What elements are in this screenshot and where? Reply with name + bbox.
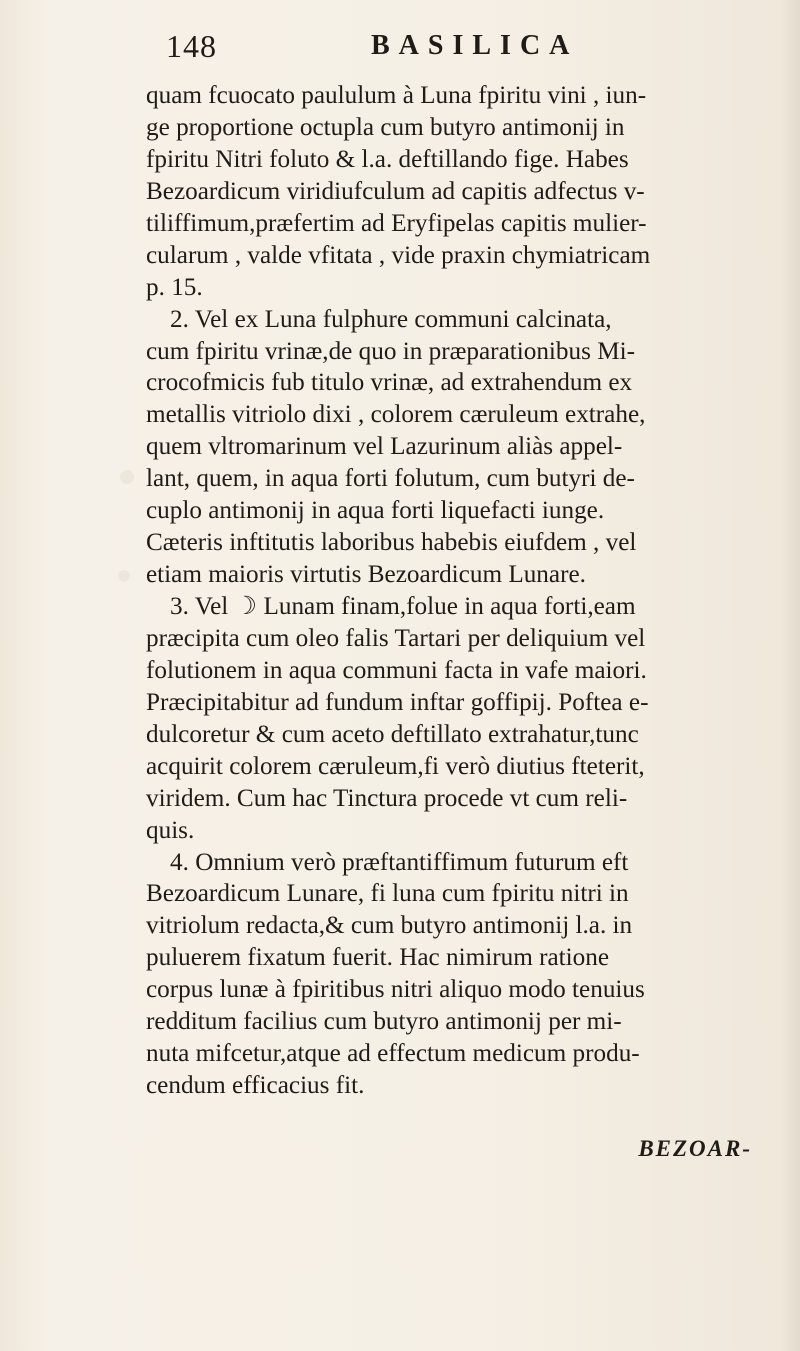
text-line: fpiritu Nitri foluto & l.a. deftillando fige. Habes — [146, 145, 629, 173]
text-line: corpus lunæ à fpiritibus nitri aliquo modo tenuius — [146, 976, 645, 1004]
text-line: puluerem fixatum fuerit. Hac nimirum ratione — [146, 944, 610, 972]
text-line: 4. Omnium verò præftantiffimum futurum eft — [170, 848, 629, 876]
catchword: BEZOAR- — [638, 1136, 752, 1161]
body-text — [146, 80, 768, 1102]
page-header — [166, 28, 766, 68]
text-line: Bezoardicum Lunare, fi luna cum fpiritu nitri in — [146, 880, 629, 908]
text-line: folutionem in aqua communi facta in vafe maiori. — [146, 656, 647, 684]
text-line: vitriolum redacta,& cum butyro antimonij l.a. in — [146, 912, 633, 940]
text-line: viridem. Cum hac Tinctura procede vt cum reli- — [146, 784, 628, 812]
text-line: dulcoretur & cum aceto deftillato extrahatur,tunc — [146, 720, 639, 748]
text-line: cum fpiritu vrinæ,de quo in præparationibus Mi- — [146, 337, 635, 365]
text-line: cuplo antimonij in aqua forti liquefacti iunge. — [146, 497, 605, 525]
text-line: lant, quem, in aqua forti folutum, cum butyri de- — [146, 465, 635, 493]
text-line: præcipita cum oleo falis Tartari per deliquium vel — [146, 624, 646, 652]
text-line: p. 15. — [146, 273, 203, 301]
text-line: etiam maioris virtutis Bezoardicum Lunare. — [146, 561, 586, 589]
text-line: Bezoardicum viridiufculum ad capitis adfectus v- — [146, 177, 645, 205]
page-edge-shadow — [782, 0, 800, 1351]
text-line: Cæteris inftitutis laboribus habebis eiufdem , vel — [146, 529, 637, 557]
text-line: quem vltromarinum vel Lazurinum aliàs appel- — [146, 433, 623, 461]
text-line: quis. — [146, 816, 195, 844]
page-number: 148 — [166, 28, 217, 64]
text-line: redditum facilius cum butyro antimonij per mi- — [146, 1008, 622, 1036]
text-line: cularum , valde vfitata , vide praxin chymiatricam — [146, 241, 651, 269]
text-line: acquirit colorem cæruleum,fi verò diutius fteterit, — [146, 752, 645, 780]
text-line: Præcipitabitur ad fundum inftar goffipij. Poftea e- — [146, 688, 649, 716]
text-line: cendum efficacius fit. — [146, 1072, 365, 1100]
text-line: metallis vitriolo dixi , colorem cæruleum extrahe, — [146, 401, 646, 429]
text-line: crocofmicis fub titulo vrinæ, ad extrahendum ex — [146, 369, 633, 397]
text-line: tiliffimum,præfertim ad Eryfipelas capitis mulier- — [146, 209, 647, 237]
text-line: ge proportione octupla cum butyro antimonij in — [146, 113, 625, 141]
paper-stain — [118, 570, 130, 582]
text-line: quam fcuocato paululum à Luna fpiritu vini , iun- — [146, 82, 647, 109]
text-line: 3. Vel ☽ Lunam finam,folue in aqua forti,eam — [170, 593, 636, 620]
text-line: nuta mifcetur,atque ad effectum medicum produ- — [146, 1040, 640, 1068]
paper-stain — [120, 470, 134, 484]
text-line: 2. Vel ex Luna fulphure communi calcinata, — [170, 305, 612, 333]
running-head: BASILICA — [371, 30, 579, 61]
